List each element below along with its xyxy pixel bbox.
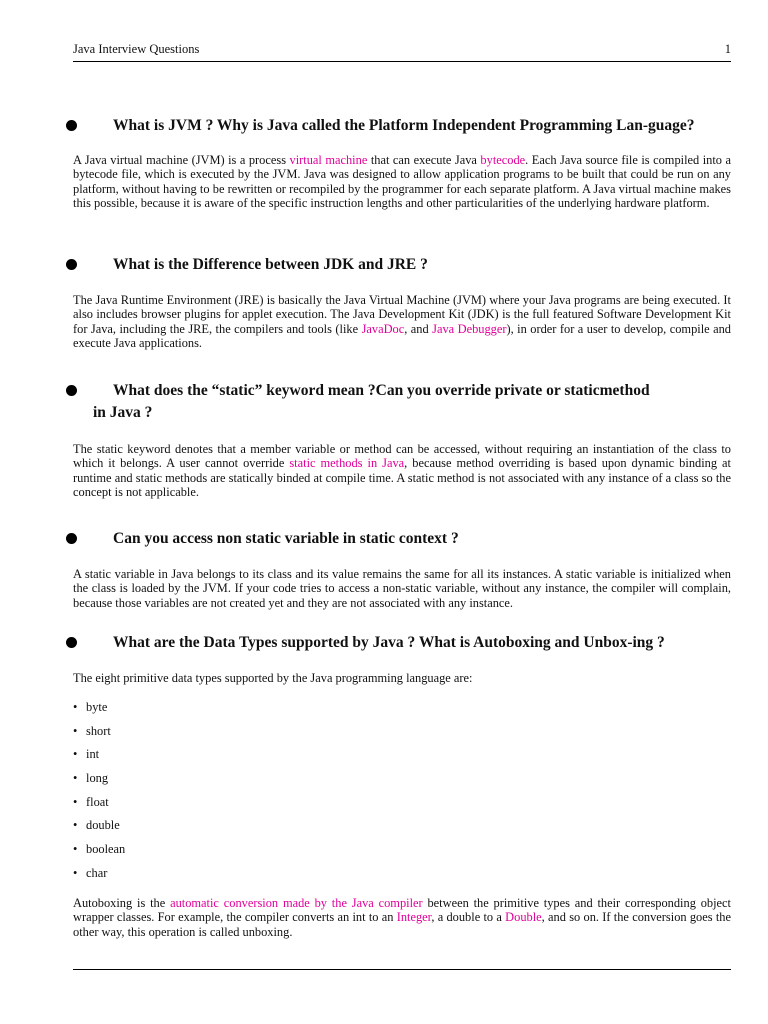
bullet-icon <box>66 120 77 131</box>
question-heading: What is the Difference between JDK and JRE ? <box>73 254 731 276</box>
page-header <box>73 42 731 62</box>
document-title: Java Interview Questions <box>73 42 200 56</box>
bullet-icon <box>66 385 77 396</box>
list-item: • byte <box>73 700 108 714</box>
bullet-icon: • <box>73 700 78 714</box>
question-heading: What does the “static” keyword mean ?Can you override private or staticmethod <box>73 380 731 402</box>
question-heading: Can you access non static variable in static context ? <box>73 528 731 550</box>
link-javadoc[interactable]: JavaDoc <box>361 321 405 336</box>
page-number: 1 <box>724 42 731 56</box>
section-static <box>73 380 731 424</box>
link-java-debugger[interactable]: Java Debugger <box>432 321 507 336</box>
link-static-methods[interactable]: static methods in Java <box>289 456 405 471</box>
section-jdk-jre <box>73 254 731 276</box>
list-item: • float <box>73 794 109 809</box>
link-double[interactable]: Double <box>505 910 542 925</box>
bullet-icon <box>66 637 77 648</box>
bullet-icon <box>66 533 77 544</box>
bullet-icon: • <box>73 865 78 880</box>
bullet-icon: • <box>73 747 78 762</box>
list-item: • int <box>73 747 100 762</box>
list-item: • char <box>73 865 108 880</box>
list-item: • double <box>73 818 120 833</box>
bullet-icon: • <box>73 771 78 786</box>
section-data-types <box>73 632 731 654</box>
data-types-intro: The eight primitive data types supported by the Java programming language are: <box>73 671 473 685</box>
answer-autoboxing: Autoboxing is the automatic conversion made by the Java compiler between the primitive types and their corresponding object wrapper classes. For example, the compiler converts an int to an Integer, a double to a Double, and so on. If the conversion goes the other way, this operation is called unboxing. <box>73 896 731 939</box>
answer-jdk-jre: The Java Runtime Environment (JRE) is basically the Java Virtual Machine (JVM) where your Java programs are being executed. It also includes browser plugins for applet execution. The Java Development Kit (JDK) is the full featured Software Development Kit for Java, including the JRE, the compilers and tools (like JavaDoc, and Java Debugger), in order for a user to develop, compile and execute Java applications. <box>73 293 732 351</box>
bullet-icon: • <box>73 842 78 857</box>
list-item: • boolean <box>73 842 126 857</box>
bullet-icon: • <box>73 794 78 809</box>
question-heading-cont: in Java ? <box>93 404 153 421</box>
link-virtual-machine[interactable]: virtual machine <box>289 153 368 167</box>
answer-static: The static keyword denotes that a member variable or method can be accessed, without requiring an instantiation of the class to which it belongs. A user cannot override static methods in Java, because method overriding is based upon dynamic binding at runtime and static methods are statically binded at compile time. A static method is not associated with any instance of a class so the concept is not applicable. <box>73 442 731 500</box>
bullet-icon: • <box>73 818 78 833</box>
link-bytecode[interactable]: bytecode <box>480 153 526 167</box>
footer-divider <box>73 969 731 970</box>
list-item: • short <box>73 723 111 738</box>
list-item: • long <box>73 771 109 786</box>
primitive-types-list <box>73 700 125 890</box>
bullet-icon: • <box>73 723 78 738</box>
question-heading: What is JVM ? Why is Java called the Platform Independent Programming Lan-guage? <box>73 115 731 137</box>
section-non-static <box>73 528 731 550</box>
link-automatic-conversion[interactable]: automatic conversion made by the Java compiler <box>170 896 423 910</box>
link-integer[interactable]: Integer <box>396 910 432 925</box>
bullet-icon <box>66 259 77 270</box>
question-heading: What are the Data Types supported by Java ? What is Autoboxing and Unbox-ing ? <box>73 632 731 654</box>
answer-jvm: A Java virtual machine (JVM) is a process virtual machine that can execute Java bytecode. Each Java source file is compiled into a bytecode file, which is executed by the JVM. Java was designed to allow application programs to be built that could be run on any platform, without having to be rewritten or recompiled by the programmer for each separate platform. A Java virtual machine makes this possible, because it is aware of the specific instruction lengths and other particularities of the underlying hardware platform. <box>73 153 731 211</box>
section-jvm <box>73 115 731 137</box>
answer-non-static: A static variable in Java belongs to its class and its value remains the same for all its instances. A static variable is initialized when the class is loaded by the JVM. If your code tries to access a non-static variable, without any instance, the compiler will complain, because those variables are not created yet and they are not associated with any instance. <box>73 567 731 610</box>
